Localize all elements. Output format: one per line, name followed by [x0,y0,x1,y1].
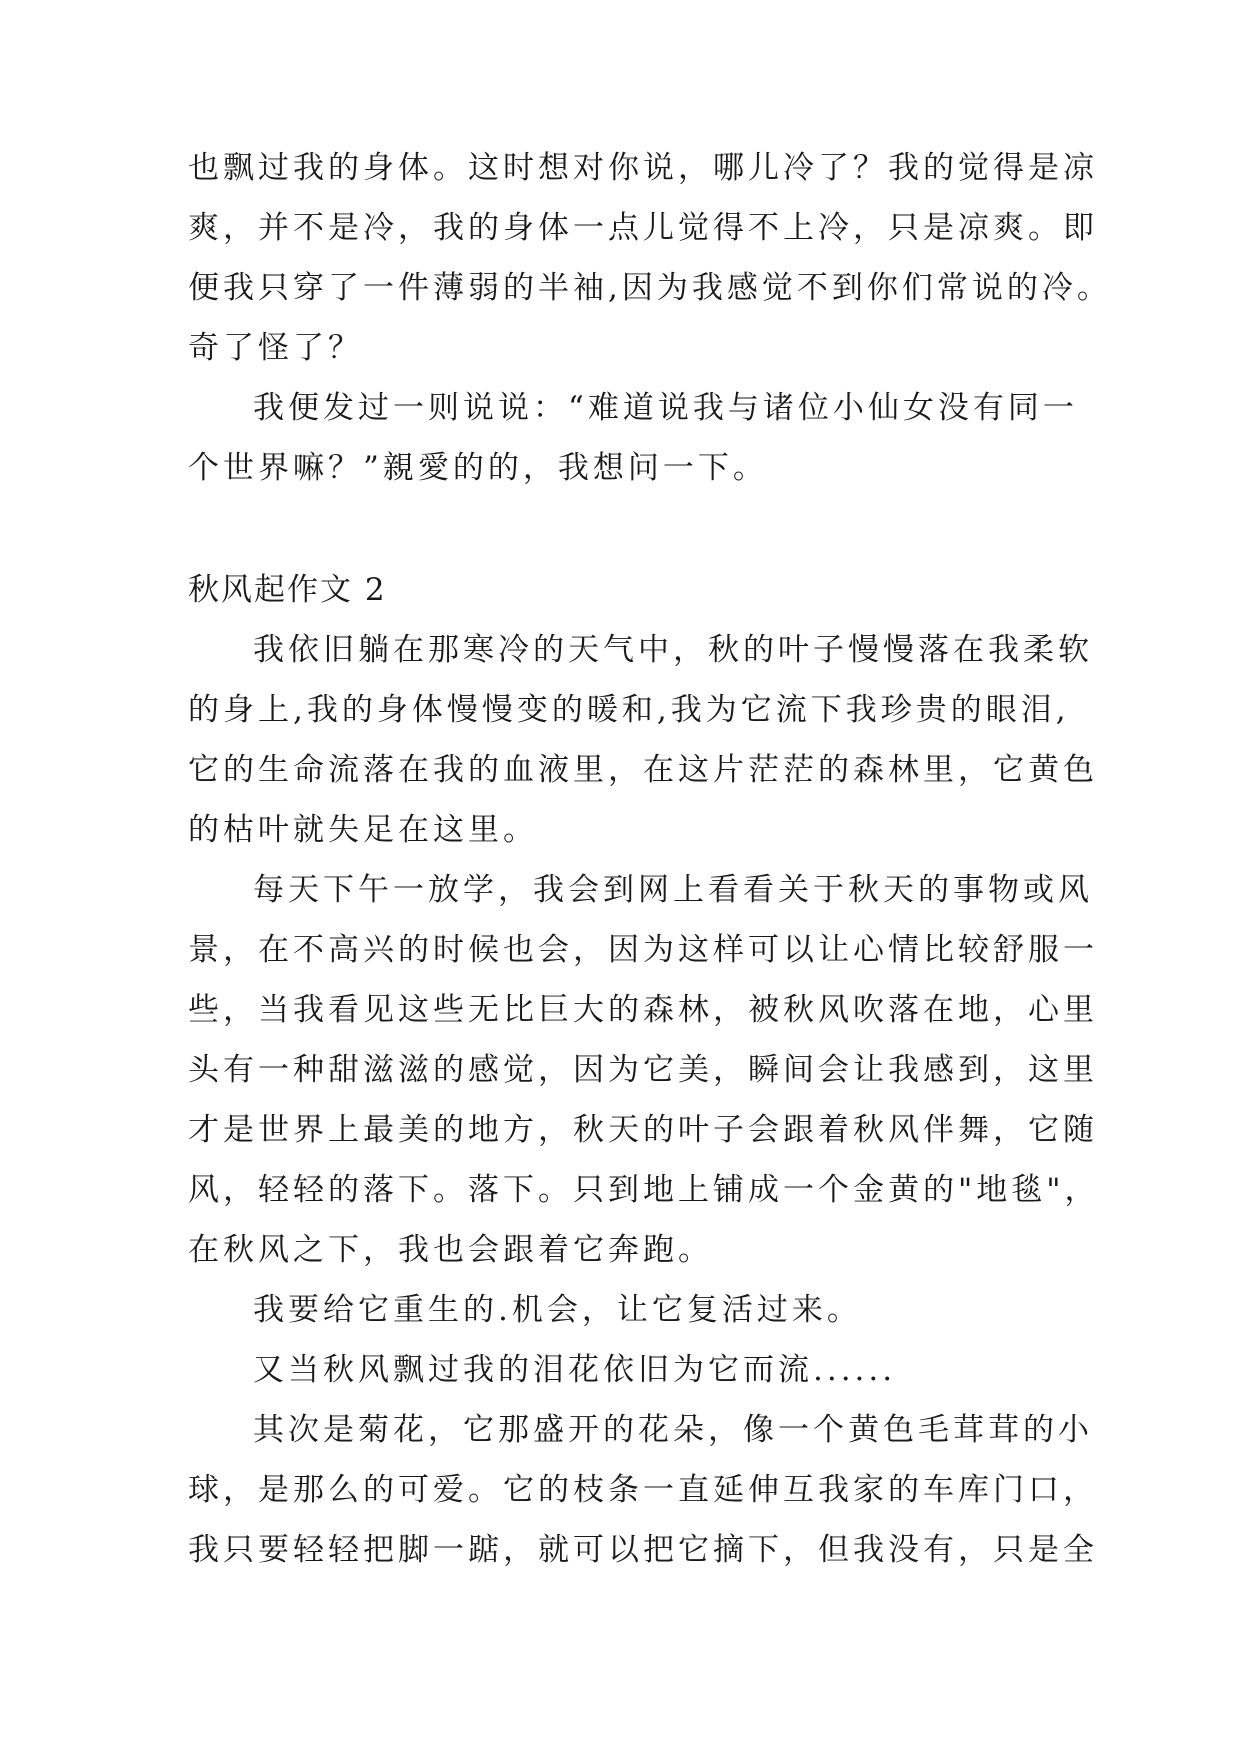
text-line: 其次是菊花，它那盛开的花朵，像一个黄色毛茸茸的小 [253,1412,1093,1448]
text-line: 的枯叶就失足在这里。 [188,812,538,848]
text-line: 每天下午一放学，我会到网上看看关于秋天的事物或风 [253,872,1093,908]
text-line: 也飘过我的身体。这时想对你说，哪儿冷了？我的觉得是凉 [188,150,1098,186]
text-line: 我依旧躺在那寒冷的天气中，秋的叶子慢慢落在我柔软 [253,632,1093,668]
text-line: 爽，并不是冷，我的身体一点儿觉得不上冷，只是凉爽。即 [188,210,1098,246]
text-line: 我要给它重生的.机会，让它复活过来。 [253,1292,862,1328]
text-line: 风，轻轻的落下。落下。只到地上铺成一个金黄的"地毯"， [188,1172,1100,1208]
text-line: 又当秋风飘过我的泪花依旧为它而流...... [253,1352,897,1388]
text-line: 球，是那么的可爱。它的枝条一直延伸互我家的车库门口， [188,1472,1098,1508]
section-heading: 秋风起作文 2 [188,572,387,608]
text-line: 我便发过一则说说：“难道说我与诸位小仙女没有同一 [253,390,1078,426]
text-line: 个世界嘛？”親愛的的，我想问一下。 [188,450,768,486]
text-line: 它的生命流落在我的血液里，在这片茫茫的森林里，它黄色 [188,752,1098,788]
text-line: 头有一种甜滋滋的感觉，因为它美，瞬间会让我感到，这里 [188,1052,1098,1088]
text-line: 便我只穿了一件薄弱的半袖,因为我感觉不到你们常说的冷。 [188,270,1112,306]
text-line: 在秋风之下，我也会跟着它奔跑。 [188,1232,713,1268]
text-line: 我只要轻轻把脚一踮，就可以把它摘下，但我没有，只是全 [188,1532,1098,1568]
text-line: 奇了怪了？ [188,330,363,366]
text-line: 才是世界上最美的地方，秋天的叶子会跟着秋风伴舞，它随 [188,1112,1098,1148]
text-line: 的身上,我的身体慢慢变的暖和,我为它流下我珍贵的眼泪, [188,692,1070,728]
text-line: 景，在不高兴的时候也会，因为这样可以让心情比较舒服一 [188,932,1098,968]
text-line: 些，当我看见这些无比巨大的森林，被秋风吹落在地，心里 [188,992,1098,1028]
